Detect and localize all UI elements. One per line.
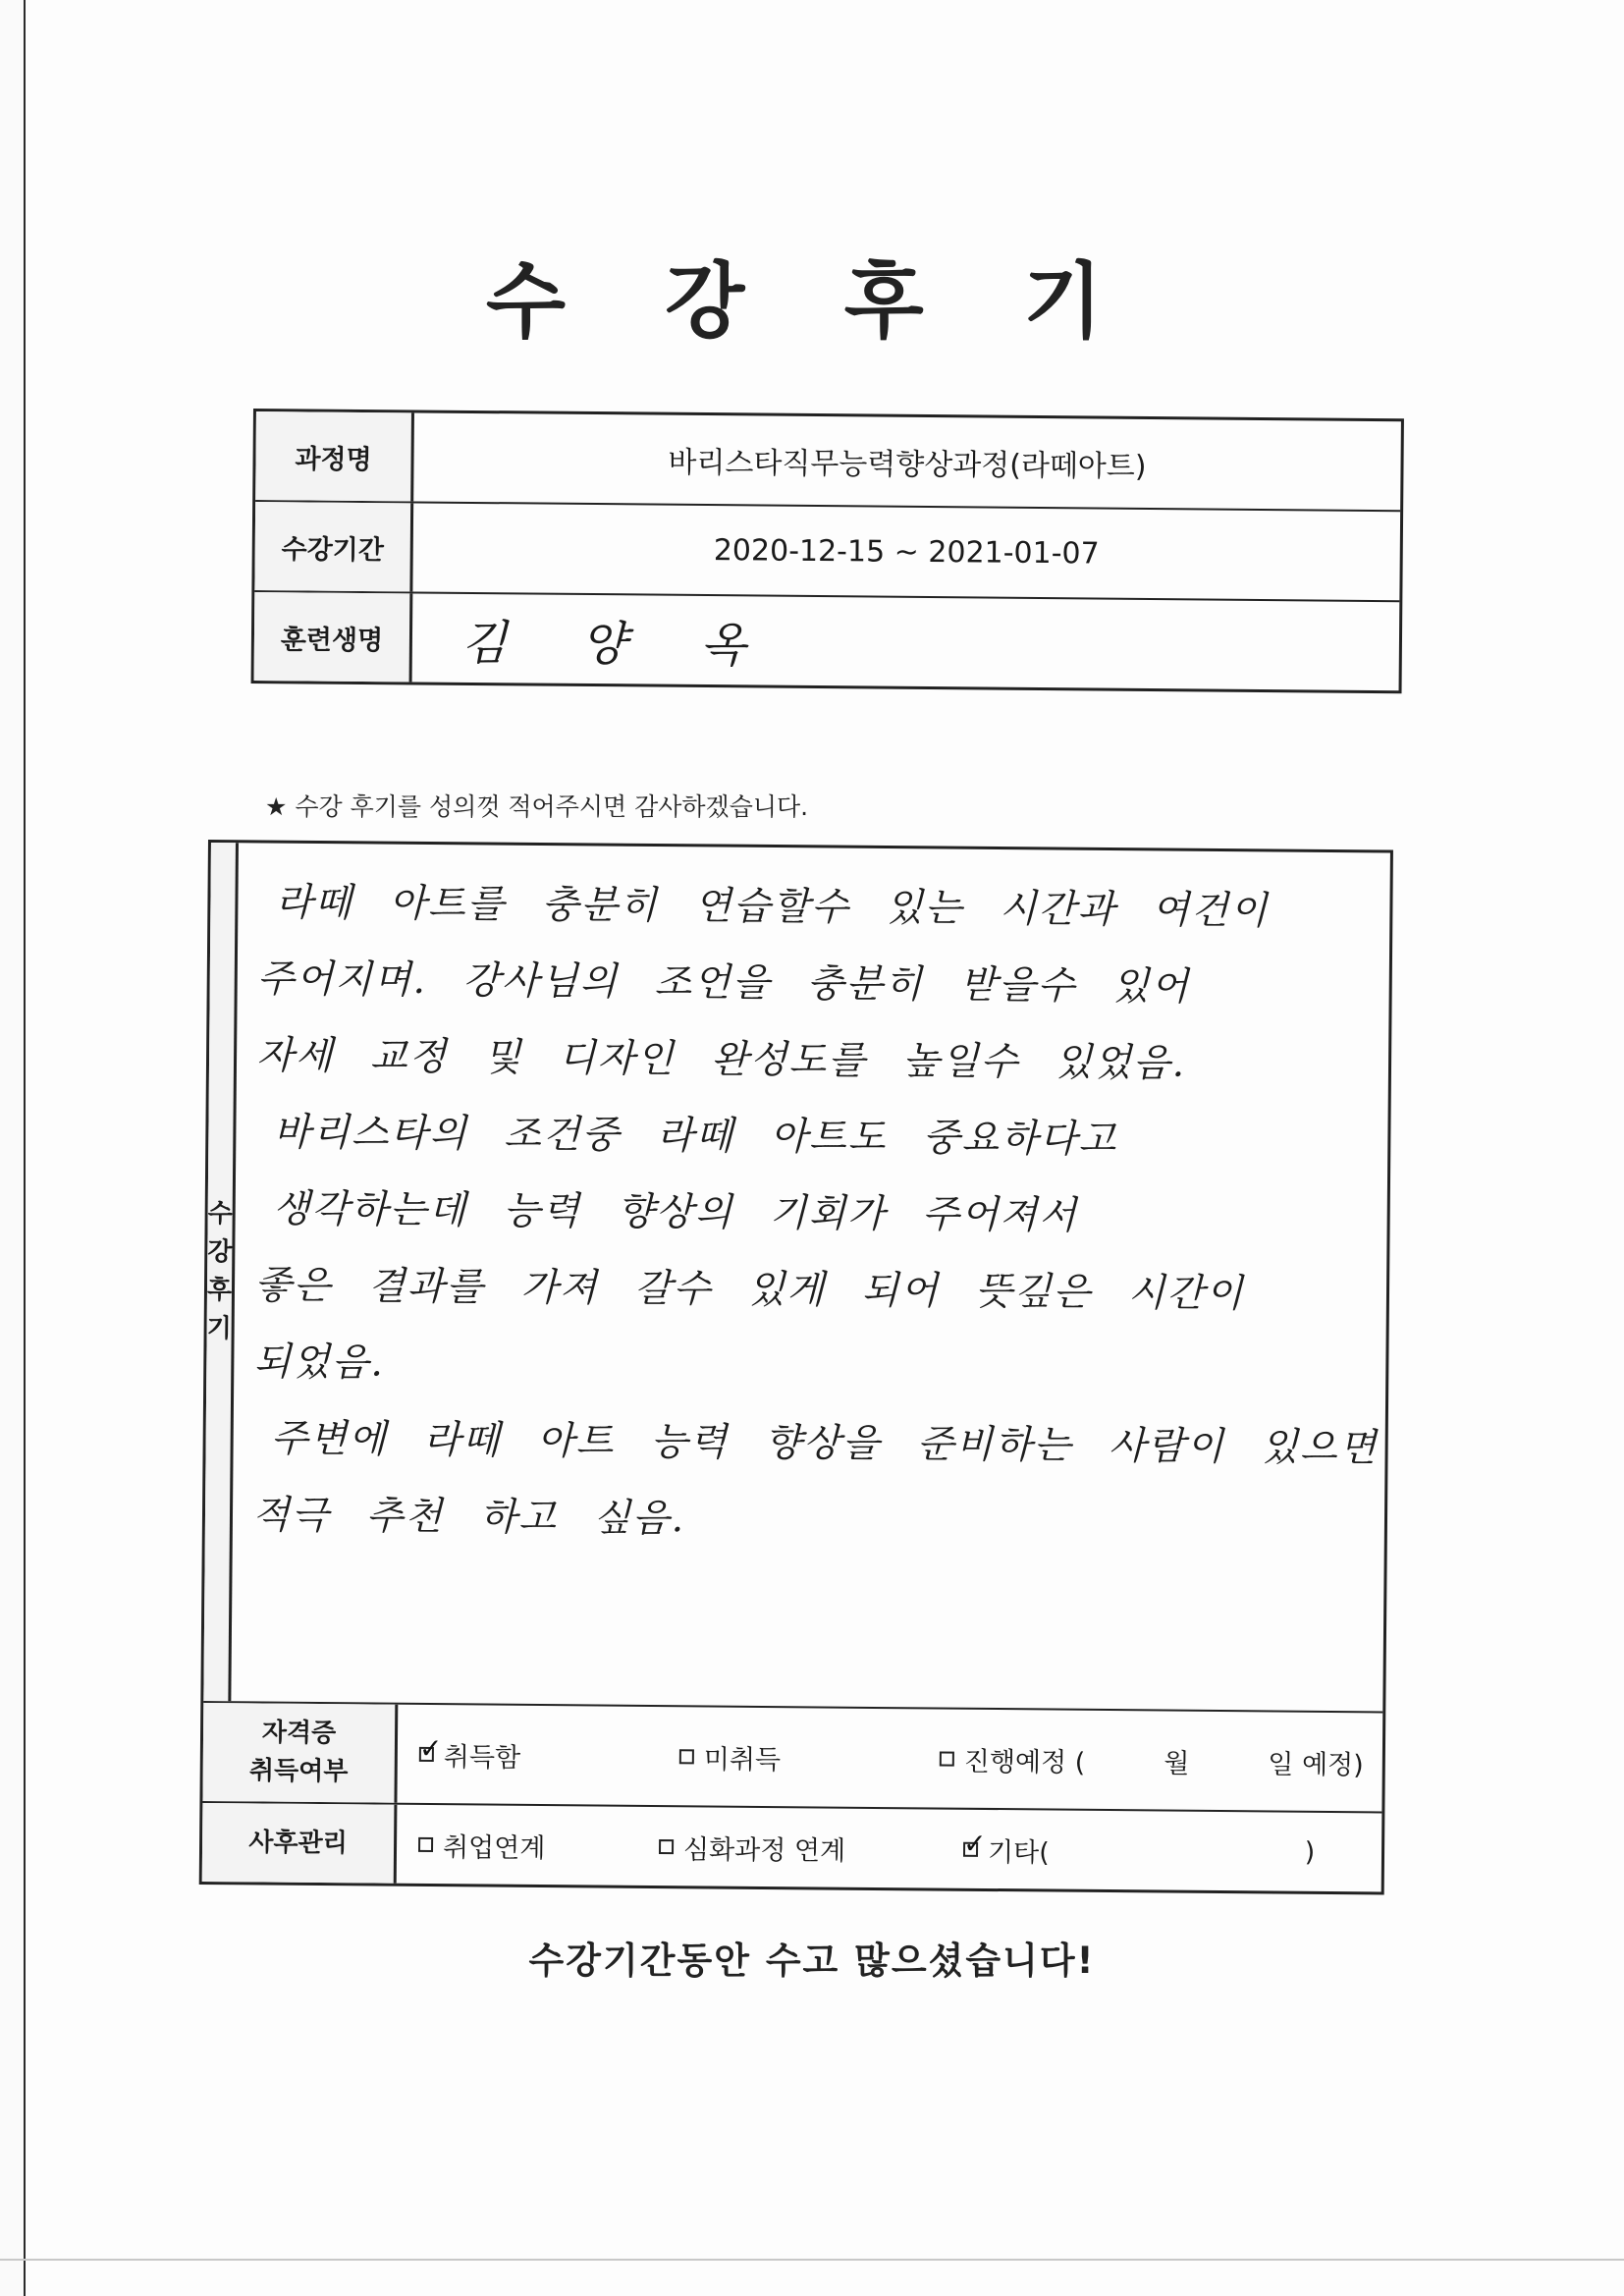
option-acquired[interactable] [418, 1731, 675, 1775]
option-not-acquired-label: 미취득 [703, 1743, 782, 1776]
review-line: 주어지며. 강사님의 조언을 충분히 받을수 있어 [256, 957, 1191, 1010]
checkbox-checked[interactable] [418, 1731, 443, 1765]
trainee-name-label: 훈련생명 [254, 592, 413, 682]
review-line: 되었음. [253, 1339, 386, 1386]
review-row [203, 843, 1390, 1713]
review-body [231, 843, 1402, 1711]
checkbox[interactable] [679, 1749, 694, 1764]
instruction-notice: ★ 수강 후기를 성의껏 적어주시면 감사하겠습니다. [265, 793, 809, 821]
scan-fold-line [0, 2259, 1624, 2261]
course-name-value: 바리스타직무능력향상과정(라떼아트) [668, 445, 1147, 484]
checkbox-checked[interactable] [962, 1827, 987, 1860]
checkbox[interactable] [418, 1836, 433, 1851]
option-advanced-course[interactable] [659, 1828, 963, 1869]
option-in-progress-label: 진행예정 ( [963, 1746, 1086, 1778]
option-advanced-course-label: 심화과정 연계 [682, 1833, 846, 1867]
certificate-label-line2: 취득여부 [248, 1756, 349, 1787]
certificate-label-line1: 자격증 [261, 1718, 337, 1749]
course-name-label: 과정명 [255, 411, 414, 501]
checkbox[interactable] [940, 1751, 954, 1766]
option-acquired-label: 취득함 [443, 1741, 521, 1774]
course-period-value: 2020-12-15 ~ 2021-01-07 [713, 532, 1100, 572]
review-line: 자세 교정 및 디자인 완성도를 높일수 있었음. [256, 1033, 1187, 1086]
trainee-name-row [254, 592, 1400, 690]
option-employment-label: 취업연계 [442, 1831, 546, 1864]
aftercare-label: 사후관리 [202, 1803, 398, 1884]
review-line: 바리스타의 조건중 라떼 아트도 중요하다고 [273, 1110, 1118, 1163]
certificate-options [397, 1705, 1382, 1812]
review-line: 라떼 아트를 충분히 연습할수 있는 시간과 여건이 [275, 880, 1270, 934]
option-employment[interactable] [418, 1825, 659, 1865]
review-table [199, 840, 1393, 1894]
handwritten-review [233, 843, 1403, 1563]
option-not-acquired[interactable] [679, 1737, 935, 1777]
review-label: 수강후기 [203, 843, 239, 1701]
option-other[interactable] [962, 1827, 1316, 1871]
aftercare-options [397, 1805, 1382, 1892]
page-title: 수 강 후 기 [485, 253, 1139, 350]
course-name-row [255, 411, 1401, 512]
aftercare-row [202, 1803, 1382, 1891]
trainee-name-handwritten: 김 양 옥 [460, 615, 746, 673]
option-in-progress[interactable] [940, 1739, 1364, 1781]
course-period-label: 수강기간 [254, 502, 413, 591]
review-line: 적극 추천 하고 싶음. [251, 1493, 686, 1542]
review-line: 주변에 라떼 아트 능력 향상을 준비하는 사람이 있으면 [270, 1416, 1379, 1471]
option-other-label: 기타( [987, 1836, 1050, 1869]
day-planned-label: 일 예정) [1268, 1748, 1364, 1780]
option-other-close: ) [1304, 1836, 1316, 1868]
closing-message: 수강기간동안 수고 많으셨습니다! [528, 1940, 1096, 1982]
certificate-label [202, 1703, 398, 1803]
course-info-table [251, 409, 1404, 693]
course-period-row [254, 502, 1400, 602]
check-mark-icon: ✓ [962, 1827, 987, 1860]
checkbox[interactable] [659, 1839, 674, 1854]
month-label: 월 [1164, 1748, 1190, 1779]
review-line: 좋은 결과를 가져 갈수 있게 되어 뜻깊은 시간이 [253, 1263, 1245, 1317]
certificate-row [202, 1703, 1382, 1813]
check-mark-icon: ✓ [418, 1731, 443, 1765]
review-line: 생각하는데 능력 향상의 기회가 주어져서 [272, 1186, 1079, 1238]
